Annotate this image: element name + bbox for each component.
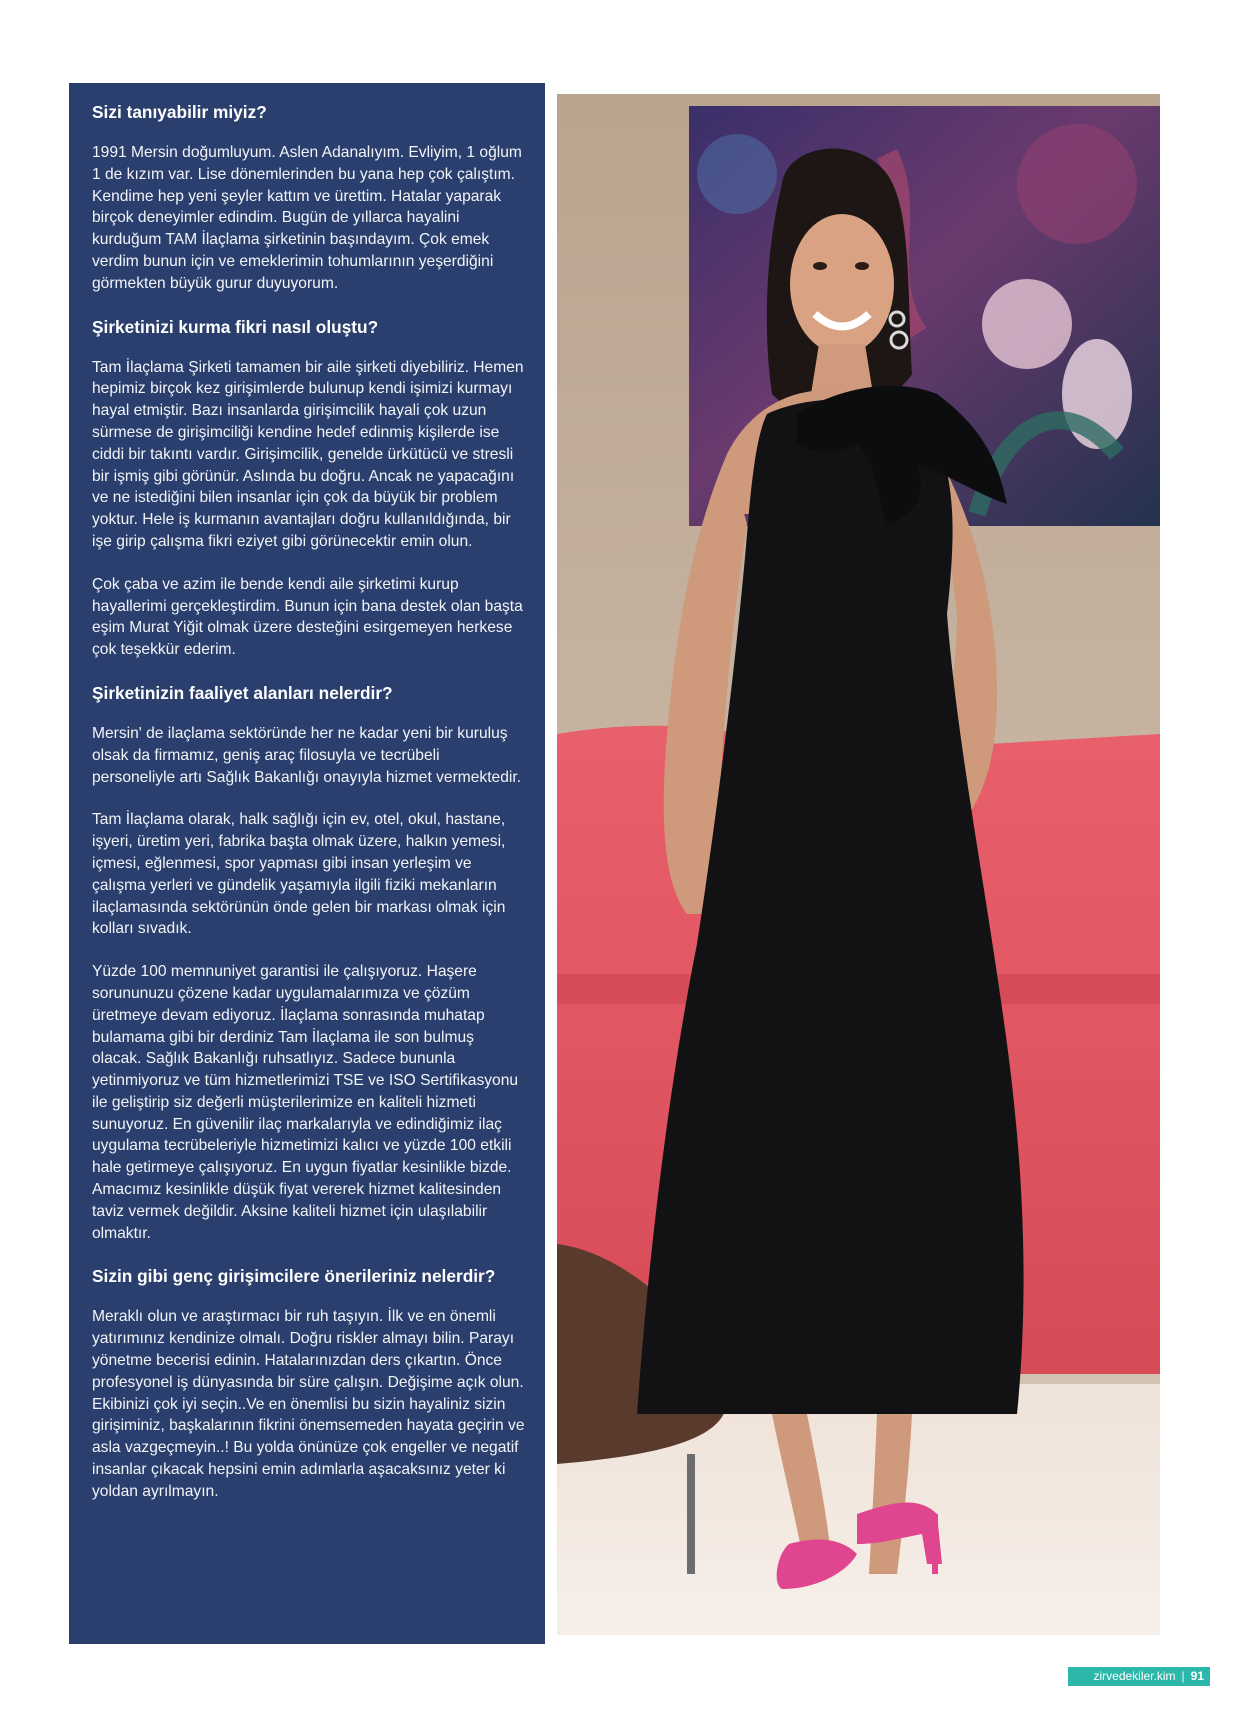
answer-paragraph: Tam İlaçlama Şirketi tamamen bir aile şirketi diyebiliriz. Hemen hepimiz birçok kez girişimlerde bulunup kendi işimizi kurmayı hayal etmiştir. Bazı insanlarda girişimcilik hayali çok uzun sürmese de girişimciliği kendine hedef edinmiş kişilerde ise ciddi bir takıntı vardır. Girişimcilik, genelde ürkütücü ve stresli bir işmiş gibi görünür. Aslında bu doğru. Ancak ne yapacağını ve ne istediğini bilen insanlar için çok da büyük bir problem yoktur. Hele iş kurmanın avantajları doğru kullanıldığında, bir işe girip çalışma fikri eziyet gibi görünecektir emin olun. <box>92 358 524 550</box>
question-heading: Sizin gibi genç girişimcilere önerileriniz nelerdir? <box>92 1266 496 1287</box>
portrait-photo <box>557 94 1160 1635</box>
answer-paragraph: Mersin' de ilaçlama sektöründe her ne kadar yeni bir kuruluş olsak da firmamız, geniş araç filosuyla ve tecrübeli personeliyle artı Sağlık Bakanlığı onayıyla hizmet vermektedir. <box>92 724 522 786</box>
question-heading: Sizi tanıyabilir miyiz? <box>92 102 267 122</box>
answer-paragraph: 1991 Mersin doğumluyum. Aslen Adanalıyım. Evliyim, 1 oğlum 1 de kızım var. Lise dönemlerinden bu yana hep çok çalıştım. Kendime hep yeni şeyler kattım ve ürettim. Hatalar yaparak birçok deneyimler edindim. Bugün de yıllarca hayalini kurduğum TAM İlaçlama şirketinin başındayım. Çok emek verdim bunun için ve emeklerimin tohumlarının yeşerdiğini görmekten büyük gurur duyuyorum. <box>92 144 522 292</box>
answer-paragraph: Yüzde 100 memnuniyet garantisi ile çalışıyoruz. Haşere sorununuzu çözene kadar uygulamalarımıza ve çözüm üretmeye devam ediyoruz. İlaçlama sonrasında muhatap bulamama gibi bir derdiniz Tam İlaçlama ile son bulmuş olacak. Sağlık Bakanlığı ruhsatlıyız. Sadece bununla yetinmiyoruz ve tüm hizmetlerimizi TSE ve ISO Sertifikasyonu ile geliştirip siz değerli müşterilerimize en kaliteli hizmeti sunuyoruz. En güvenilir ilaç markalarıyla ve edindiğimiz ilaç uygulama tecrübeleriyle hizmetimizi kalıcı ve yüzde 100 etkili hale getirmeye çalışıyoruz. En uygun fiyatlar kesinlikle bizde. Amacımız kesinlikle düşük fiyat vererek hizmet kalitesinden taviz vermek değildir. Aksine kaliteli hizmet için ulaşılabilir olmaktır. <box>92 963 519 1242</box>
page-footer <box>1068 1667 1210 1686</box>
footer-site: zirvedekiler.kim <box>1093 1669 1176 1683</box>
answer-paragraph: Tam İlaçlama olarak, halk sağlığı için ev, otel, okul, hastane, işyeri, üretim yeri, fabrika başta olmak üzere, halkın yemesi, içmesi, eğlenmesi, spor yapması gibi insan yerleşim ve çalışma yerleri ve gündelik yaşamıyla ilgili fiziki mekanların ilaçlamasında sektörünün önde gelen bir markası olmak için kolları sıvadık. <box>92 811 506 938</box>
interview-text-panel <box>69 83 545 1644</box>
question-heading: Şirketinizin faaliyet alanları nelerdir? <box>92 682 393 703</box>
question-heading: Şirketinizi kurma fikri nasıl oluştu? <box>92 316 379 337</box>
page-number: 91 <box>1190 1669 1204 1683</box>
face <box>790 214 894 354</box>
footer-separator: | <box>1181 1669 1185 1683</box>
answer-paragraph: Çok çaba ve azim ile bende kendi aile şirketimi kurup hayallerimi gerçekleştirdim. Bunun için bana destek olan başta eşim Murat Yiğit olmak üzere desteğini esirgemeyen herkese çok teşekkür ederim. <box>92 575 523 659</box>
answer-paragraph: Meraklı olun ve araştırmacı bir ruh taşıyın. İlk ve en önemli yatırımınız kendinize olmalı. Doğru riskler almayı bilin. Parayı yönetme becerisi edinin. Hatalarınızdan ders çıkartın. Önce profesyonel iş dünyasında bir süre çalışın. Değişime açık olun. Ekibinizi çok iyi seçin..Ve en önemlisi bu sizin hayaliniz sizin girişiminiz, başkalarının fikrini önemsemeden hayata geçirin ve asla vazgeçmeyin..! Bu yolda önünüze çok engeller ve negatif insanlar çıkacak hepsini emin adımlarla aşacaksınız yeter ki yoldan ayrılmayın. <box>92 1308 525 1500</box>
portrait-illustration <box>557 94 1160 1635</box>
